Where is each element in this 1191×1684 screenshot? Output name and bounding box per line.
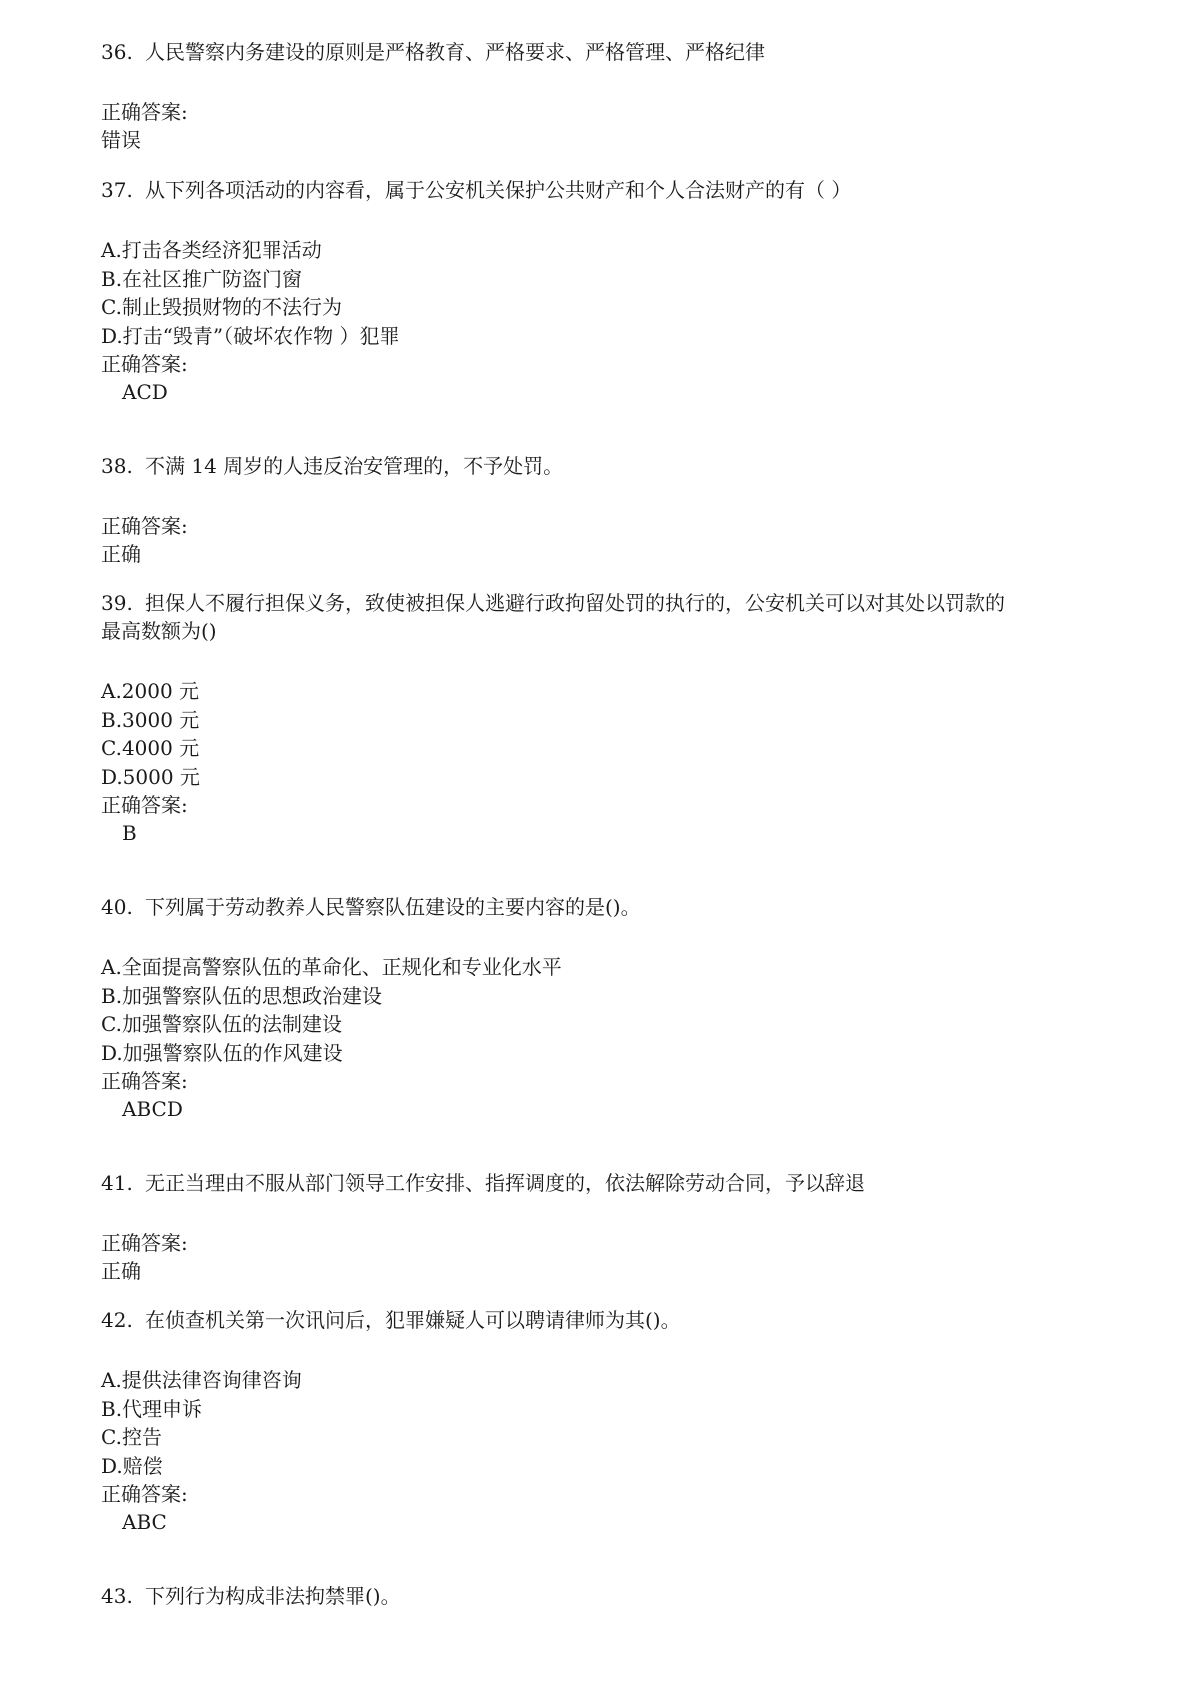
option-d: D.加强警察队伍的作风建设 (101, 1040, 343, 1065)
answer-value: 正确 (101, 1259, 141, 1283)
option-d: D.赔偿 (101, 1453, 163, 1478)
question-38 (101, 452, 1101, 568)
answer-value: ABC (122, 1510, 167, 1534)
option-list (101, 1366, 1101, 1480)
answer-label: 正确答案: (101, 1069, 188, 1093)
question-number: 39. (101, 591, 133, 615)
question-number: 43. (101, 1584, 133, 1608)
option-a: A.全面提高警察队伍的革命化、正规化和专业化水平 (101, 955, 562, 979)
question-text-line2: 最高数额为() (101, 619, 217, 643)
option-a: A.提供法律咨询律咨询 (101, 1368, 302, 1392)
question-number: 36. (101, 40, 133, 64)
answer-value: 正确 (101, 542, 141, 566)
question-number: 37. (101, 178, 133, 202)
question-number: 40. (101, 895, 133, 919)
question-43 (101, 1582, 1101, 1610)
question-text: 人民警察内务建设的原则是严格教育、严格要求、严格管理、严格纪律 (145, 40, 765, 64)
answer-label: 正确答案: (101, 793, 188, 817)
answer-value: ABCD (122, 1097, 183, 1121)
option-b: B.代理申诉 (101, 1396, 203, 1421)
question-title (101, 452, 1101, 480)
question-41 (101, 1169, 1101, 1285)
question-title (101, 38, 1101, 66)
question-text: 下列行为构成非法拘禁罪()。 (145, 1584, 401, 1608)
question-title (101, 1582, 1101, 1610)
question-text: 在侦查机关第一次讯问后，犯罪嫌疑人可以聘请律师为其()。 (145, 1308, 681, 1332)
option-list (101, 953, 1101, 1067)
question-number: 38. (101, 454, 133, 478)
option-d: D.打击“毁青”（破坏农作物 ）犯罪 (101, 323, 400, 348)
question-40 (101, 893, 1101, 1123)
option-c: C.控告 (101, 1425, 162, 1449)
answer-label: 正确答案: (101, 352, 188, 376)
question-text: 无正当理由不服从部门领导工作安排、指挥调度的，依法解除劳动合同，予以辞退 (145, 1171, 865, 1195)
question-42 (101, 1306, 1101, 1536)
option-b: B.在社区推广防盗门窗 (101, 266, 303, 291)
option-c: C.制止毁损财物的不法行为 (101, 295, 342, 319)
question-title (101, 589, 1101, 617)
answer-label: 正确答案: (101, 1231, 188, 1255)
option-a: A.2000 元 (101, 679, 200, 703)
question-number: 41. (101, 1171, 133, 1195)
question-36 (101, 38, 1101, 154)
option-c: C.加强警察队伍的法制建设 (101, 1012, 342, 1036)
option-c: C.4000 元 (101, 736, 200, 760)
answer-label: 正确答案: (101, 514, 188, 538)
question-title (101, 176, 1101, 204)
question-title (101, 1169, 1101, 1197)
option-list (101, 677, 1101, 791)
answer-value: 错误 (101, 128, 141, 152)
question-title (101, 893, 1101, 921)
answer-label: 正确答案: (101, 1482, 188, 1506)
question-text: 担保人不履行担保义务，致使被担保人逃避行政拘留处罚的执行的，公安机关可以对其处以罚款的 (145, 591, 1005, 615)
option-b: B.加强警察队伍的思想政治建设 (101, 983, 383, 1008)
question-text: 不满 14 周岁的人违反治安管理的，不予处罚。 (145, 454, 564, 478)
option-d: D.5000 元 (101, 764, 200, 789)
question-title (101, 1306, 1101, 1334)
question-text: 下列属于劳动教养人民警察队伍建设的主要内容的是()。 (145, 895, 641, 919)
question-39 (101, 589, 1101, 847)
option-b: B.3000 元 (101, 707, 200, 732)
question-text: 从下列各项活动的内容看，属于公安机关保护公共财产和个人合法财产的有（ ） (145, 178, 852, 202)
answer-value: ACD (122, 380, 168, 404)
option-list (101, 236, 1101, 350)
answer-value: B (122, 821, 137, 845)
option-a: A.打击各类经济犯罪活动 (101, 238, 322, 262)
question-number: 42. (101, 1308, 133, 1332)
question-37 (101, 176, 1101, 406)
answer-label: 正确答案: (101, 100, 188, 124)
